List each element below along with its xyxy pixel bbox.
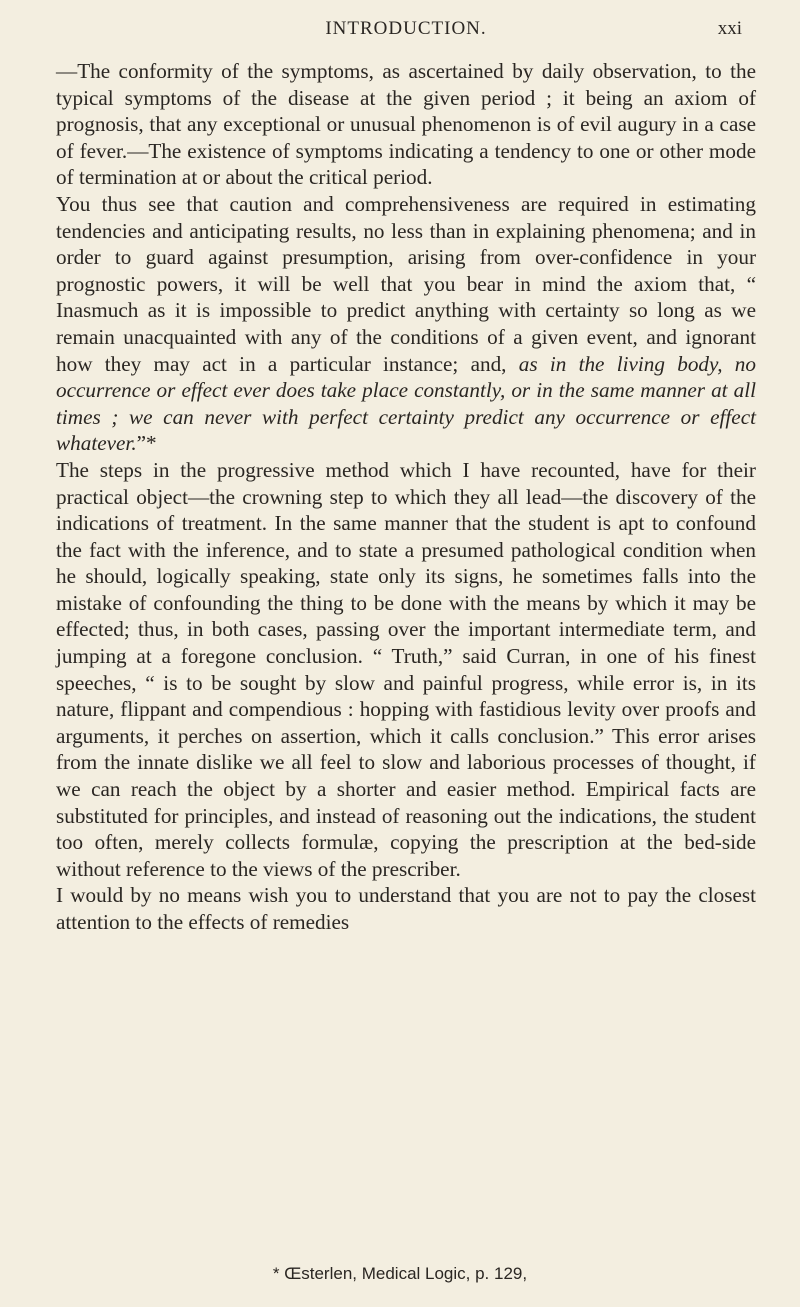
text-segment: —The conformity of the symptoms, as ascertained by daily observation, to the typical symptoms of the disease at the given period ; it being an axiom of prognosis, that any exceptional or unusual phenomenon is of evil augury in a case of fever.—The existence of symptoms indicating a tendency to one or other mode of termination at or about the critical period.	[56, 59, 756, 190]
text-segment: You thus see that caution and comprehensiveness are required in estimating tendencies and anticipating results, no less than in explaining phenomena; and in order to guard against presumption, arising from over-confidence in your prognostic powers, it will be well that you bear in mind the axiom that, “ Inasmuch as it is impossible to predict anything with certainty so long as we remain unacquainted with any of the conditions of a given event, and ignorant how they may act in a particular instance; and,	[56, 191, 756, 376]
italic-text: as in the living body, no occurrence or effect ever does take place constantly, or in the same manner at all times ; we can never with perfect certainty predict any occurrence or effect whatever.	[56, 351, 756, 456]
page-header	[56, 18, 756, 46]
paragraph	[56, 58, 756, 191]
body-text	[56, 58, 756, 936]
page-number: xxi	[717, 18, 742, 39]
running-head: INTRODUCTION.	[325, 18, 487, 39]
paragraph	[56, 882, 756, 935]
text-segment: The steps in the progressive method which I have recounted, have for their practical object—the crowning step to which they all lead—the discovery of the indications of treatment. In the same manner that the student is apt to confound the fact with the inference, and to state a presumed pathological condition when he should, logically speaking, state only its signs, he sometimes falls into the mistake of confounding the thing to be done with the means by which it may be effected; thus, in both cases, passing over the important intermediate term, and jumping at a foregone conclusion. “ Truth,” said Curran, in one of his finest speeches, “ is to be sought by slow and painful progress, while error is, in its nature, flippant and compendious : hopping with fastidious levity over proofs and arguments, it perches on assertion, which it calls conclusion.” This error arises from the innate dislike we all feel to slow and laborious processes of thought, if we can reach the object by a shorter and easier method. Empirical facts are substituted for principles, and instead of reasoning out the indications, the student too often, merely collects formulæ, copying the prescription at the bed-side without reference to the views of the prescriber.	[56, 457, 756, 881]
paragraph	[56, 457, 756, 883]
text-segment: I would by no means wish you to understand that you are not to pay the closest attention to the effects of remedies	[56, 883, 756, 934]
paragraph	[56, 191, 756, 457]
text-segment: ”*	[136, 431, 157, 456]
footnote: * Œsterlen, Medical Logic, p. 129,	[272, 1264, 528, 1283]
